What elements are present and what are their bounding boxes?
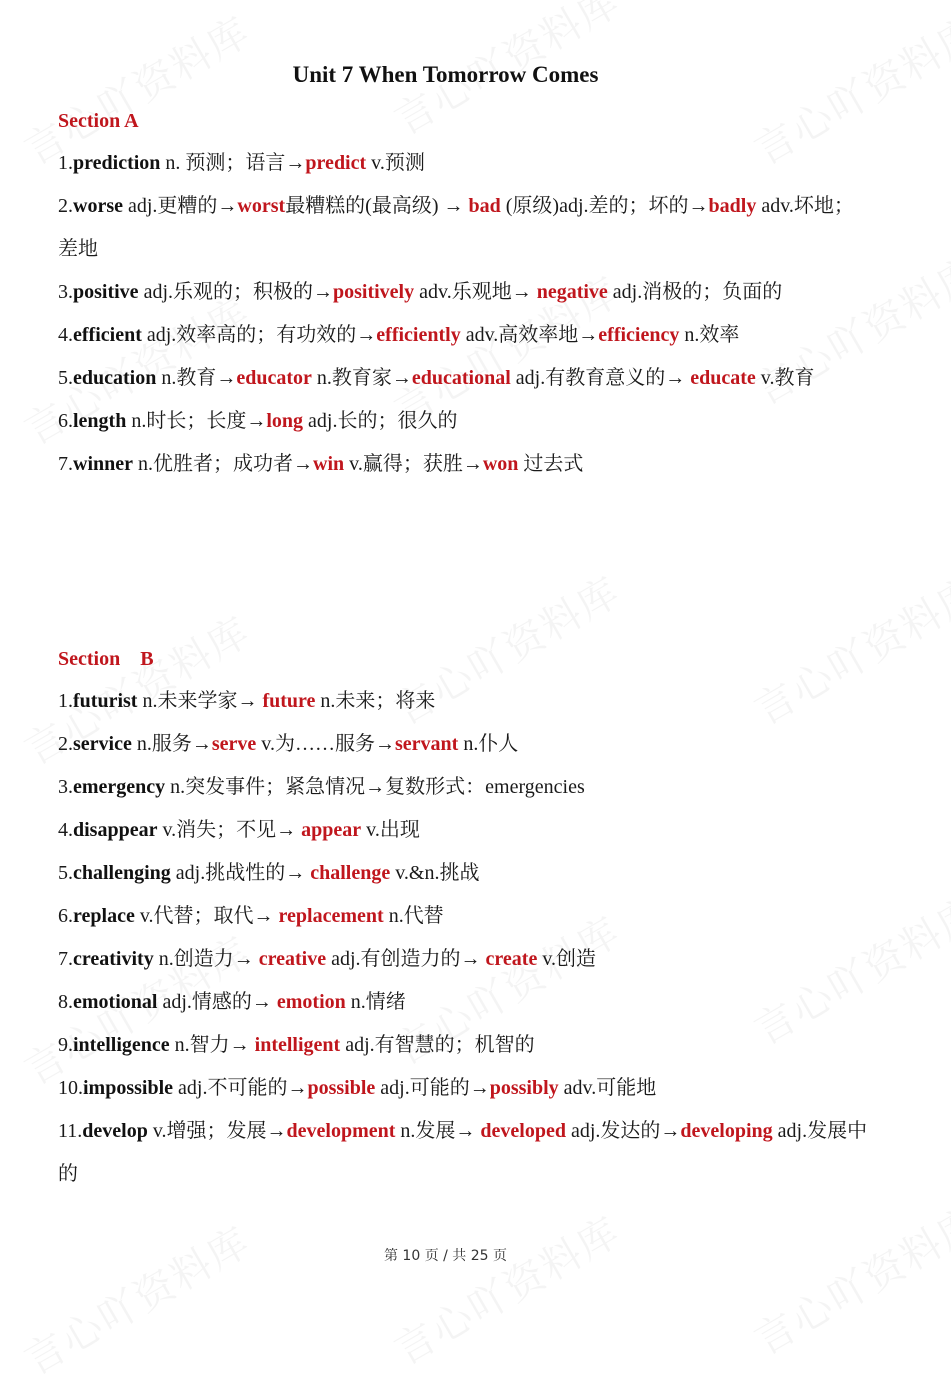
derived-word: creative [258, 948, 327, 970]
entry-number: 9. [58, 1034, 73, 1056]
definition-text: adj.发展中的 [58, 1120, 868, 1185]
vocab-entry [58, 1024, 873, 1067]
watermark-text [743, 1191, 951, 1366]
headword: futurist [73, 690, 138, 712]
vocab-entry [58, 938, 873, 981]
definition-text: adj.有智慧的；机智的 [340, 1034, 535, 1056]
definition-text: n.效率 [679, 324, 740, 346]
headword: positive [73, 281, 139, 303]
derived-word: educator [236, 367, 312, 389]
definition-text: adv.坏地；差地 [58, 195, 854, 260]
derived-word: intelligent [254, 1034, 341, 1056]
vocab-entry [58, 766, 873, 809]
headword: replace [73, 905, 135, 927]
derived-word: replacement [278, 905, 384, 927]
entry-number: 8. [58, 991, 73, 1013]
derived-word: bad [468, 195, 501, 217]
derived-word: negative [536, 281, 608, 303]
section-a-heading: Section A [58, 110, 139, 132]
derived-word: create [485, 948, 538, 970]
headword: emotional [73, 991, 158, 1013]
derived-word: worst [237, 195, 286, 217]
definition-text: 过去式 [518, 453, 584, 475]
entry-number: 1. [58, 690, 73, 712]
headword: impossible [83, 1077, 174, 1099]
definition-text: n.未来学家→ [137, 690, 263, 712]
definition-text: v.代替；取代→ [134, 905, 279, 927]
entry-number: 3. [58, 776, 73, 798]
definition-text: v.教育 [755, 367, 815, 389]
footer-page-total: 25 [470, 1248, 489, 1264]
definition-text: adv.乐观地→ [414, 281, 537, 303]
vocab-entry [58, 895, 873, 938]
vocab-entry [58, 357, 873, 400]
definition-text: n.时长；长度→ [126, 410, 267, 432]
vocab-entry [58, 1067, 873, 1110]
definition-text: v.预测 [366, 152, 425, 174]
derived-word: possibly [489, 1077, 559, 1099]
page-footer [0, 1245, 921, 1265]
definition-text: v.消失；不见→ [157, 819, 302, 841]
vocab-entry [58, 142, 873, 185]
section-b-list [58, 680, 873, 1196]
derived-word: won [482, 453, 519, 475]
vocab-entry [58, 809, 873, 852]
derived-word: appear [301, 819, 362, 841]
derived-word: educate [690, 367, 756, 389]
derived-word: badly [708, 195, 757, 217]
definition-text: adv.可能地 [558, 1077, 657, 1099]
definition-text: adj.发达的→ [565, 1120, 681, 1142]
definition-text: adj.情感的→ [157, 991, 277, 1013]
entry-number: 10. [58, 1077, 83, 1099]
headword: winner [73, 453, 133, 475]
derived-word: developed [480, 1120, 566, 1142]
headword: worse [73, 195, 123, 217]
definition-text: v.增强；发展→ [147, 1120, 287, 1142]
entry-number: 3. [58, 281, 73, 303]
derived-word: long [266, 410, 304, 432]
definition-text: 最糟糕的(最高级) → [285, 195, 469, 217]
derived-word: servant [394, 733, 459, 755]
derived-word: predict [305, 152, 367, 174]
definition-text: n. 预测；语言→ [160, 152, 306, 174]
definition-text: n.代替 [383, 905, 444, 927]
entry-number: 2. [58, 733, 73, 755]
vocab-entry [58, 852, 873, 895]
definition-text: n.创造力→ [153, 948, 259, 970]
headword: efficient [73, 324, 142, 346]
derived-word: development [286, 1120, 396, 1142]
derived-word: emotion [276, 991, 346, 1013]
definition-text: n.服务→ [131, 733, 212, 755]
vocab-entry [58, 271, 873, 314]
derived-word: serve [211, 733, 257, 755]
footer-prefix: 第 [383, 1248, 398, 1264]
footer-suffix: 页 [493, 1248, 508, 1264]
definition-text: n.突发事件；紧急情况→复数形式：emergencies [165, 776, 585, 798]
footer-page-number: 10 [402, 1248, 421, 1264]
definition-text: v.为……服务→ [256, 733, 395, 755]
definition-text: v.赢得；获胜→ [344, 453, 483, 475]
definition-text: adv.高效率地→ [460, 324, 599, 346]
entry-number: 7. [58, 453, 73, 475]
definition-text: adj.有教育意义的→ [510, 367, 691, 389]
definition-text: v.出现 [361, 819, 420, 841]
definition-text: n.教育家→ [311, 367, 412, 389]
entry-number: 7. [58, 948, 73, 970]
definition-text: v.&n.挑战 [390, 862, 480, 884]
vocab-entry [58, 1110, 873, 1196]
definition-text: adj.有创造力的→ [326, 948, 486, 970]
vocab-entry [58, 981, 873, 1024]
headword: education [73, 367, 157, 389]
derived-word: positively [333, 281, 415, 303]
definition-text: n.发展→ [395, 1120, 481, 1142]
vocab-entry [58, 443, 873, 486]
headword: length [73, 410, 127, 432]
headword: service [73, 733, 132, 755]
derived-word: possible [307, 1077, 376, 1099]
watermark-text [13, 1211, 260, 1386]
entry-number: 4. [58, 819, 73, 841]
vocab-entry [58, 723, 873, 766]
vocab-entry [58, 680, 873, 723]
definition-text: adj.效率高的；有功效的→ [141, 324, 377, 346]
derived-word: win [313, 453, 345, 475]
definition-text: n.情绪 [345, 991, 406, 1013]
vocab-entry [58, 400, 873, 443]
derived-word: efficiently [376, 324, 461, 346]
derived-word: educational [411, 367, 511, 389]
entry-number: 1. [58, 152, 73, 174]
headword: emergency [73, 776, 166, 798]
definition-text: v.创造 [537, 948, 597, 970]
definition-text: adj.挑战性的→ [170, 862, 311, 884]
definition-text: adj.消极的；负面的 [607, 281, 783, 303]
headword: prediction [73, 152, 161, 174]
derived-word: challenge [310, 862, 391, 884]
vocab-entry [58, 185, 873, 271]
definition-text: adj.乐观的；积极的→ [138, 281, 333, 303]
section-b-heading: Section B [58, 648, 154, 670]
watermark-text [383, 1201, 630, 1376]
headword: develop [82, 1120, 148, 1142]
footer-mid: 页 / 共 [424, 1248, 467, 1264]
derived-word: developing [680, 1120, 773, 1142]
headword: intelligence [73, 1034, 170, 1056]
definition-text: (原级)adj.差的；坏的→ [500, 195, 709, 217]
headword: challenging [73, 862, 171, 884]
definition-text: n.未来；将来 [315, 690, 436, 712]
definition-text: adj.更糟的→ [122, 195, 238, 217]
entry-number: 4. [58, 324, 73, 346]
entry-number: 5. [58, 862, 73, 884]
entry-number: 6. [58, 410, 73, 432]
headword: disappear [73, 819, 158, 841]
entry-number: 6. [58, 905, 73, 927]
definition-text: adj.可能的→ [375, 1077, 490, 1099]
definition-text: adj.不可能的→ [173, 1077, 308, 1099]
derived-word: efficiency [598, 324, 680, 346]
entry-number: 11. [58, 1120, 83, 1142]
definition-text: n.智力→ [169, 1034, 255, 1056]
vocab-entry [58, 314, 873, 357]
headword: creativity [73, 948, 154, 970]
entry-number: 5. [58, 367, 73, 389]
derived-word: future [262, 690, 316, 712]
definition-text: adj.长的；很久的 [303, 410, 458, 432]
entry-number: 2. [58, 195, 73, 217]
definition-text: n.仆人 [458, 733, 519, 755]
definition-text: n.优胜者；成功者→ [133, 453, 313, 475]
page-title: Unit 7 When Tomorrow Comes [292, 62, 599, 87]
definition-text: n.教育→ [156, 367, 237, 389]
section-a-list [58, 142, 873, 486]
